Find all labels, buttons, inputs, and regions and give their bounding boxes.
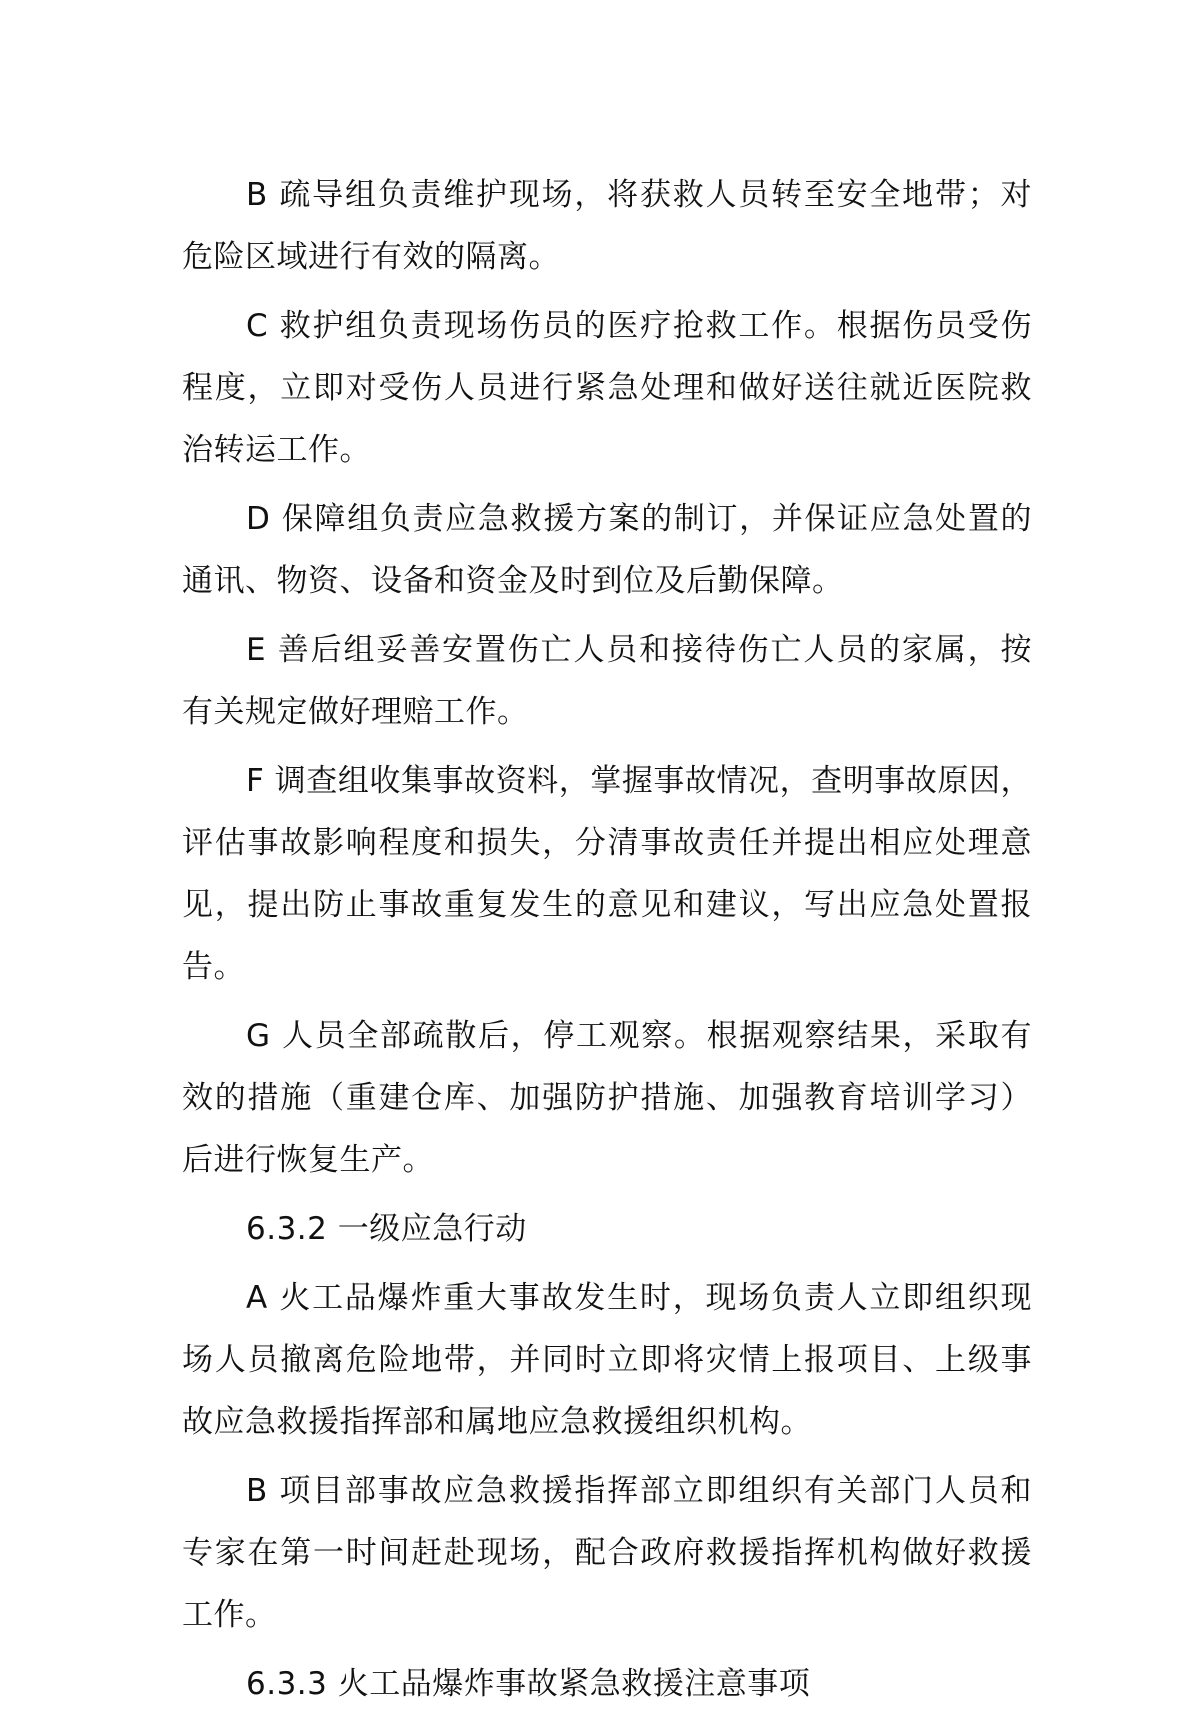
section-heading-6-3-3: 6.3.3 火工品爆炸事故紧急救援注意事项: [246, 1666, 811, 1702]
paragraph-b-evacuation: B 疏导组负责维护现场，将获救人员转至安全地带；对危险区域进行有效的隔离。: [182, 177, 1032, 275]
document-body: [182, 164, 1032, 1722]
paragraph-632-b: B 项目部事故应急救援指挥部立即组织有关部门人员和专家在第一时间赶赴现场，配合政府救援指挥机构做好救援工作。: [182, 1473, 1032, 1633]
paragraph-f-investigation: F 调查组收集事故资料，掌握事故情况，查明事故原因，评估事故影响程度和损失，分清事故责任并提出相应处理意见，提出防止事故重复发生的意见和建议，写出应急处置报告。: [182, 763, 1032, 985]
paragraph-632-a: A 火工品爆炸重大事故发生时，现场负责人立即组织现场人员撤离危险地带，并同时立即将灾情上报项目、上级事故应急救援指挥部和属地应急救援组织机构。: [182, 1280, 1032, 1440]
section-heading-6-3-2: 6.3.2 一级应急行动: [246, 1211, 527, 1247]
paragraph-d-support: D 保障组负责应急救援方案的制订，并保证应急处置的通讯、物资、设备和资金及时到位及后勤保障。: [182, 501, 1032, 599]
paragraph-e-aftermath: E 善后组妥善安置伤亡人员和接待伤亡人员的家属，按有关规定做好理赔工作。: [182, 632, 1032, 730]
paragraph-c-rescue: C 救护组负责现场伤员的医疗抢救工作。根据伤员受伤程度，立即对受伤人员进行紧急处理和做好送往就近医院救治转运工作。: [182, 308, 1032, 468]
paragraph-g-recovery: G 人员全部疏散后，停工观察。根据观察结果，采取有效的措施（重建仓库、加强防护措施、加强教育培训学习）后进行恢复生产。: [182, 1018, 1032, 1178]
